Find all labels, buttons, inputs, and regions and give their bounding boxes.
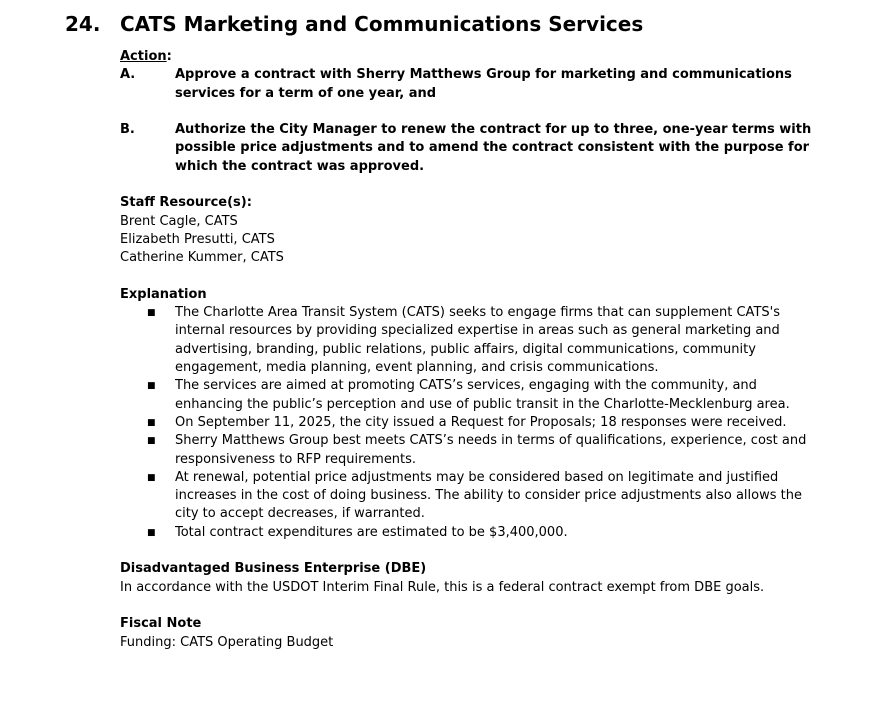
action-item-b (120, 121, 850, 176)
action-item-a (120, 66, 850, 103)
list-item (120, 414, 850, 432)
staff-person: Brent Cagle, CATS (120, 213, 238, 229)
fiscal-text: Funding: CATS Operating Budget (120, 634, 334, 650)
bullet-icon: ■ (147, 381, 156, 392)
list-item (120, 524, 850, 542)
dbe-text: In accordance with the USDOT Interim Final Rule, this is a federal contract exempt from DBE goals. (120, 579, 765, 595)
list-item (120, 432, 850, 469)
staff-title: Staff Resource(s): (120, 195, 252, 211)
item-title: CATS Marketing and Communications Services (120, 12, 644, 36)
bullet-icon: ■ (147, 472, 156, 483)
bullet-text: Sherry Matthews Group best meets CATS’s needs in terms of qualifications, experience, cost and responsiveness to RFP requirements. (175, 433, 807, 467)
explanation-list (120, 304, 850, 542)
item-heading (65, 12, 643, 36)
action-letter: A. (120, 67, 136, 83)
bullet-icon: ■ (147, 527, 156, 538)
action-letter: B. (120, 122, 135, 138)
bullet-icon: ■ (147, 308, 156, 319)
fiscal-title: Fiscal Note (120, 616, 202, 632)
item-number: 24. (65, 12, 101, 36)
action-text: Approve a contract with Sherry Matthews Group for marketing and communications services for a term of one year, and (175, 67, 792, 101)
list-item (120, 304, 850, 377)
item-content (120, 48, 850, 652)
bullet-text: Total contract expenditures are estimated to be $3,400,000. (175, 524, 568, 540)
dbe-title: Disadvantaged Business Enterprise (DBE) (120, 561, 427, 577)
action-header: Action: (120, 49, 172, 64)
bullet-text: The services are aimed at promoting CATS’s services, engaging with the community, and enhancing the public’s perception and use of public transit in the Charlotte-Mecklenburg area. (175, 378, 790, 412)
explanation-title: Explanation (120, 286, 207, 302)
bullet-icon: ■ (147, 436, 156, 447)
action-label: Action (120, 49, 167, 64)
list-item (120, 469, 850, 524)
action-text: Authorize the City Manager to renew the contract for up to three, one-year terms with possible price adjustments and to amend the contract consistent with the purpose for which the contract was approved. (175, 122, 812, 174)
bullet-icon: ■ (147, 417, 156, 428)
staff-person: Elizabeth Presutti, CATS (120, 231, 275, 247)
bullet-text: The Charlotte Area Transit System (CATS) seeks to engage firms that can supplement CATS's internal resources by providing specialized expertise in areas such as general marketing and advertising, branding, public relations, public affairs, digital communications, community engagement, media planning, event planning, and crisis communications. (175, 305, 780, 376)
bullet-text: At renewal, potential price adjustments may be considered based on legitimate and justified increases in the cost of doing business. The ability to consider price adjustments also allows the city to accept decreases, if warranted. (175, 469, 802, 522)
list-item (120, 377, 850, 414)
staff-person: Catherine Kummer, CATS (120, 250, 284, 266)
bullet-text: On September 11, 2025, the city issued a Request for Proposals; 18 responses were received. (175, 414, 787, 430)
